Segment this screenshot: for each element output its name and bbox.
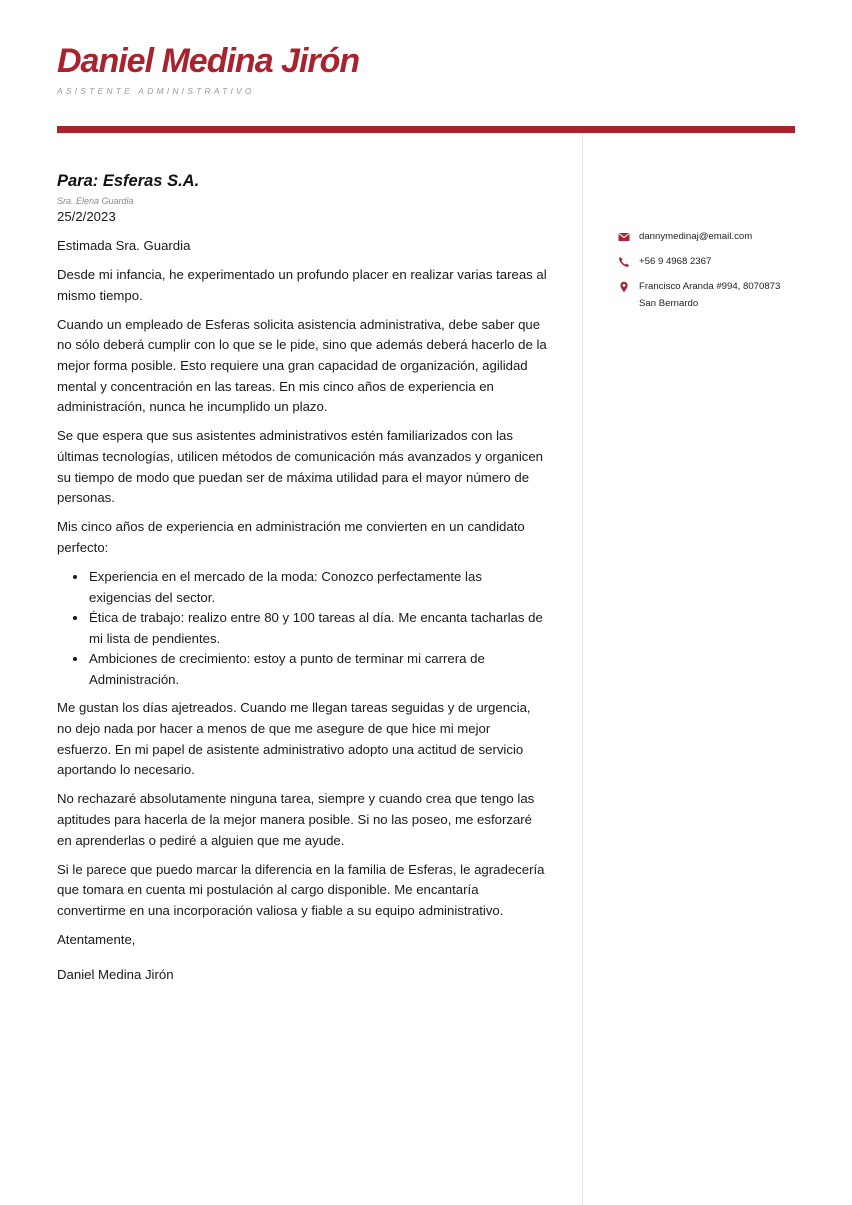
- contact-address: [618, 278, 818, 312]
- qualifications-list: [57, 567, 547, 691]
- letter-date: 25/2/2023: [57, 209, 116, 224]
- paragraph-5: Me gustan los días ajetreados. Cuando me llegan tareas seguidas y de urgencia, no dejo nada por hacer a menos de que me asegure de que hice mi mejor esfuerzo. En mi papel de asistente administrativo adopto una actitud de servicio aportando lo necesario.: [57, 700, 531, 778]
- header-rule: [57, 126, 795, 133]
- address-line-2: San Bernardo: [639, 298, 699, 309]
- envelope-icon: [618, 231, 630, 243]
- email-text: dannymedinaj@email.com: [639, 231, 753, 242]
- paragraph-6: No rechazaré absolutamente ninguna tarea, siempre y cuando crea que tengo las aptitudes para hacerla de la mejor manera posible. Si no las poseo, me esforzaré en aprenderlas o pediré a alguien que me ayude.: [57, 791, 535, 848]
- recipient-person: Sra. Elena Guardia: [57, 196, 134, 206]
- letter-greeting: Estimada Sra. Guardia: [57, 238, 191, 254]
- paragraph-4: Mis cinco años de experiencia en administración me convierten en un candidato perfecto:: [57, 519, 525, 555]
- paragraph-7: Si le parece que puedo marcar la diferencia en la familia de Esferas, le agradecería que tomara en cuenta mi postulación al cargo disponible. Me encantaría convertirme en una incorporación valiosa y fiable a su equipo administrativo.: [57, 861, 545, 918]
- letter-closing: Atentamente,: [57, 931, 136, 947]
- location-pin-icon: [618, 281, 630, 293]
- list-item: • Ambiciones de crecimiento: estoy a punto de terminar mi carrera de Administración.: [88, 649, 547, 690]
- address-line-1: Francisco Aranda #994, 8070873: [639, 281, 781, 292]
- applicant-role: ASISTENTE ADMINISTRATIVO: [57, 86, 255, 96]
- phone-text: +56 9 4968 2367: [639, 256, 712, 267]
- contact-phone[interactable]: [618, 253, 818, 270]
- contact-sidebar: [618, 228, 818, 320]
- list-item: • Experiencia en el mercado de la moda: Conozco perfectamente las exigencias del sector.: [88, 567, 547, 608]
- recipient-company: Para: Esferas S.A.: [57, 172, 200, 190]
- phone-icon: [618, 256, 630, 268]
- letter-signature: Daniel Medina Jirón: [57, 966, 174, 982]
- column-divider: [582, 133, 583, 1205]
- applicant-name: Daniel Medina Jirón: [57, 42, 360, 80]
- paragraph-1: Desde mi infancia, he experimentado un profundo placer en realizar varias tareas al mismo tiempo.: [57, 267, 547, 303]
- letter-header: [57, 40, 359, 96]
- letter-body: [57, 170, 547, 994]
- list-item: • Ética de trabajo: realizo entre 80 y 100 tareas al día. Me encanta tacharlas de mi lista de pendientes.: [88, 608, 547, 649]
- address-text: [639, 278, 818, 312]
- paragraph-3: Se que espera que sus asistentes administrativos estén familiarizados con las últimas tecnologías, utilicen métodos de comunicación más avanzados y organicen su tiempo de modo que puedan ser de máxima utilidad para el mayor número de personas.: [57, 428, 544, 506]
- paragraph-2: Cuando un empleado de Esferas solicita asistencia administrativa, debe saber que no sólo deberá cumplir con lo que se le pide, sino que además deberá hacerlo de la mejor forma posible. Esto requiere una gran capacidad de organización, agilidad mental y concentración en las tareas. En mis cinco años de experiencia en administración, nunca he incumplido un plazo.: [57, 316, 547, 415]
- contact-email[interactable]: [618, 228, 818, 245]
